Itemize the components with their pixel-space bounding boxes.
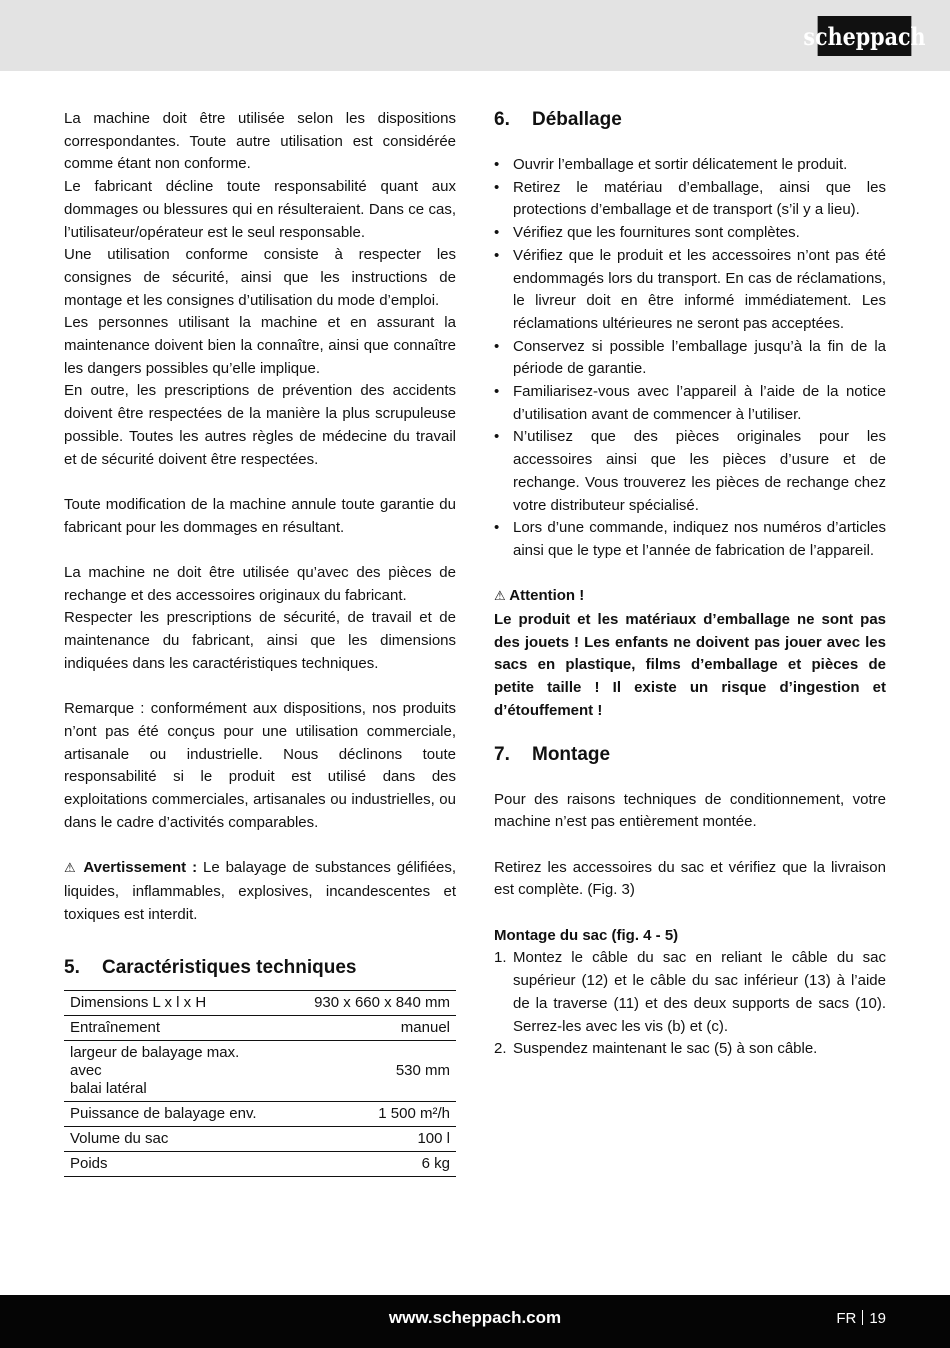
spec-value: 6 kg <box>276 1152 456 1177</box>
attention-heading <box>494 585 886 609</box>
intro-paragraph: Les personnes utilisant la machine et en assurant la maintenance doivent bien la connaître, ainsi que connaître les dangers possibles qu’elle implique. <box>64 314 456 377</box>
intro-paragraph: Une utilisation conforme consiste à respecter les consignes de sécurité, ainsi que les instructions de montage et les consignes d’utilisation du mode d’emploi. <box>64 246 456 309</box>
spec-label: largeur de balayage max. avec balai latéral <box>64 1041 276 1102</box>
step-text: Montez le câble du sac en reliant le câble du sac supérieur (12) et le câble du sac inférieur (13) à l’aide de la traverse (11) et des deux supports de sacs (10). Serrez-les avec les vis (b) et (c). <box>513 949 886 1035</box>
table-row <box>64 1102 456 1127</box>
list-item <box>494 1038 886 1061</box>
language-code: FR <box>836 1310 857 1327</box>
section-6-heading <box>494 108 886 132</box>
step-text: Suspendez maintenant le sac (5) à son câble. <box>513 1040 818 1058</box>
step-number: 1. <box>494 949 507 967</box>
warning-icon: ⚠ <box>64 861 78 877</box>
montage-steps <box>494 947 886 1061</box>
page-number: 19 <box>869 1310 886 1327</box>
section-title: Montage <box>532 743 611 765</box>
warning-label: Avertissement : <box>83 859 198 877</box>
montage-paragraph: Retirez les accessoires du sac et vérifiez que la livraison est complète. (Fig. 3) <box>494 858 886 899</box>
intro-paragraph: La machine doit être utilisée selon les dispositions correspondantes. Toute autre utilisation est considérée comme étant non conforme. <box>64 110 456 173</box>
divider <box>862 1310 863 1325</box>
brand-logo: scheppach <box>818 16 912 56</box>
intro-paragraph: Le fabricant décline toute responsabilité quant aux dommages ou blessures qui en résulteraient. Dans ce cas, l’utilisateur/opérateur est le seul responsable. <box>64 178 456 241</box>
list-item: • N’utilisez que des pièces originales pour les accessoires ainsi que les pièces d’usure et de rechange. Vous trouverez les pièces de rechange chez votre distributeur spécialisé. <box>494 426 886 517</box>
section-number: 6. <box>494 109 510 130</box>
list-item: • Vérifiez que le produit et les accessoires n’ont pas été endommagés lors du transport. En cas de réclamations, le livreur doit en être informé immédiatement. Les réclamations ultérieures ne seront pas acceptées. <box>494 245 886 336</box>
list-item: • Lors d’une commande, indiquez nos numéros d’articles ainsi que le type et l’année de fabrication de l’appareil. <box>494 517 886 562</box>
modification-paragraph: Toute modification de la machine annule toute garantie du fabricant pour les dommages en résultant. <box>64 495 456 536</box>
list-item: • Conservez si possible l’emballage jusqu’à la fin de la période de garantie. <box>494 336 886 381</box>
warning-paragraph <box>64 857 456 926</box>
section-number: 7. <box>494 743 510 765</box>
spec-value: 530 mm <box>276 1041 456 1102</box>
table-row <box>64 991 456 1016</box>
table-row <box>64 1041 456 1102</box>
spec-label: Dimensions L x l x H <box>64 991 276 1016</box>
montage-subheading: Montage du sac (fig. 4 - 5) <box>494 926 679 944</box>
parts-paragraph: La machine ne doit être utilisée qu’avec des pièces de rechange et des accessoires originaux du fabricant. <box>64 564 456 604</box>
attention-text: Le produit et les matériaux d’emballage ne sont pas des jouets ! Les enfants ne doivent pas jouer avec les sacs en plastique, films d’emballage et pièces de petite taille ! Il existe un risque d’ingestion et d’étouffement ! <box>494 611 886 719</box>
spec-value: manuel <box>276 1016 456 1041</box>
spec-label: Entraînement <box>64 1016 276 1041</box>
left-column <box>64 108 456 1177</box>
spec-value: 930 x 660 x 840 mm <box>276 991 456 1016</box>
spec-value: 100 l <box>276 1127 456 1152</box>
intro-paragraph: En outre, les prescriptions de prévention des accidents doivent être respectées de la manière la plus scrupuleuse possible. Toutes les autres règles de médecine du travail et de sécurité doivent être respectées. <box>64 382 456 468</box>
warning-text: Le balayage de substances gélifiées, liquides, inflammables, explosives, incandescentes et toxiques est interdit. <box>64 859 456 923</box>
warning-icon: ⚠ <box>494 589 506 605</box>
specs-table <box>64 990 456 1177</box>
montage-paragraph: Pour des raisons techniques de conditionnement, votre machine n’est pas entièrement montée. <box>494 790 886 831</box>
section-7-heading <box>494 743 886 767</box>
attention-title: Attention ! <box>509 587 585 605</box>
remark-paragraph: Remarque : conformément aux dispositions, nos produits n’ont pas été conçus pour une utilisation commerciale, artisanale ou industrielle. Nous déclinons toute responsabilité si le produit est utilisé dans des exploitations commerciales, artisanales ou industrielles, ou dans le cadre d’activités comparables. <box>64 700 456 831</box>
section-5-heading <box>64 956 456 980</box>
list-item: • Vérifiez que les fournitures sont complètes. <box>494 222 886 245</box>
list-item: • Ouvrir l’emballage et sortir délicatement le produit. <box>494 154 886 177</box>
page-indicator <box>836 1310 886 1327</box>
table-row <box>64 1127 456 1152</box>
spec-value: 1 500 m²/h <box>276 1102 456 1127</box>
spec-label: Poids <box>64 1152 276 1177</box>
table-row <box>64 1152 456 1177</box>
list-item <box>494 947 886 1038</box>
section-title: Caractéristiques techniques <box>102 957 357 979</box>
table-row <box>64 1016 456 1041</box>
list-item: • Retirez le matériau d’emballage, ainsi que les protections d’emballage et de transport (s’il y a lieu). <box>494 177 886 222</box>
right-column <box>494 108 886 1061</box>
spec-label: Puissance de balayage env. <box>64 1102 276 1127</box>
unpacking-list <box>494 154 886 563</box>
section-number: 5. <box>64 957 80 979</box>
section-title: Déballage <box>532 109 622 130</box>
step-number: 2. <box>494 1040 507 1058</box>
list-item: • Familiarisez-vous avec l’appareil à l’aide de la notice d’utilisation avant de commencer à l’utiliser. <box>494 381 886 426</box>
footer-url: www.scheppach.com <box>388 1308 562 1327</box>
parts-paragraph: Respecter les prescriptions de sécurité, de travail et de maintenance du fabricant, ainsi que les dimensions indiquées dans les caractéristiques techniques. <box>64 609 456 672</box>
spec-label: Volume du sac <box>64 1127 276 1152</box>
